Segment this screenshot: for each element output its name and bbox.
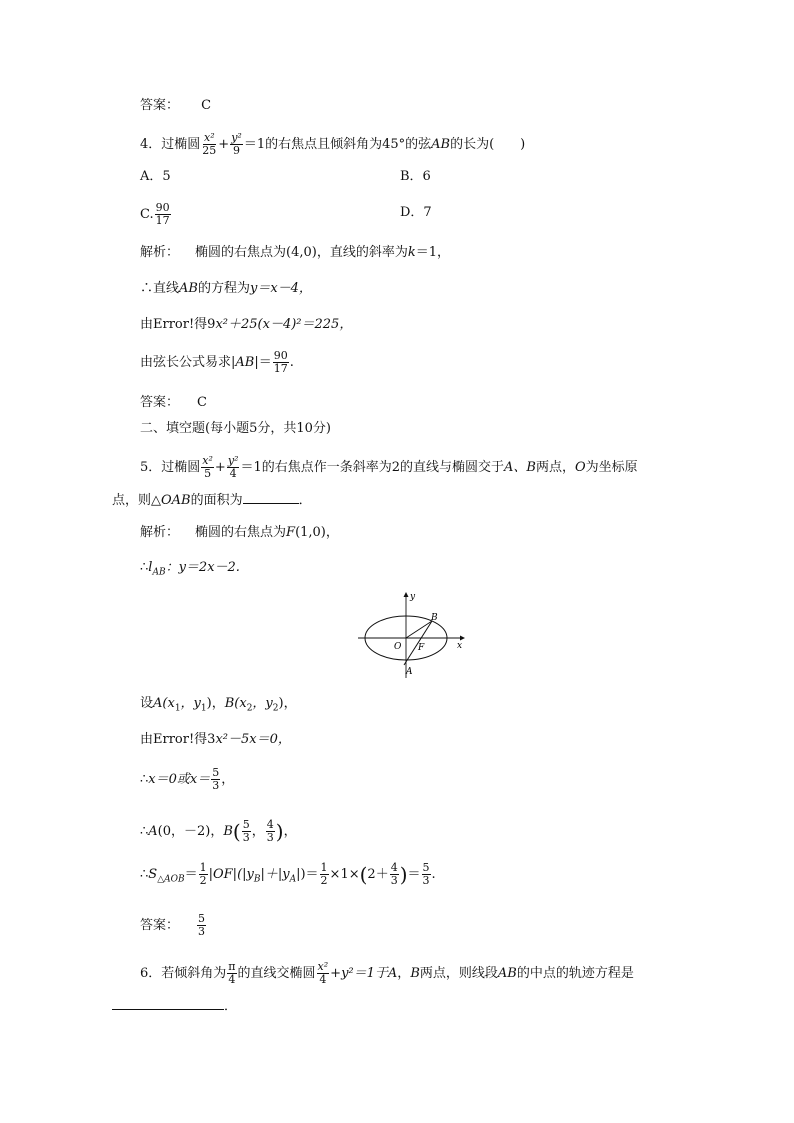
q5-analysis-line1 — [140, 524, 339, 542]
answer-label: 答案： — [140, 98, 180, 113]
analysis-text: 设 — [140, 696, 154, 711]
stem-text: ． — [298, 493, 312, 508]
fraction-5-3 — [211, 767, 220, 792]
stem-text: +y²＝1于 — [330, 966, 388, 981]
analysis-text: (0，－2)， — [157, 824, 224, 839]
analysis-var: k — [407, 245, 416, 260]
frac-num: 4 — [390, 861, 398, 874]
frac-num: 1 — [199, 861, 207, 874]
label-b: B — [431, 613, 438, 623]
fraction-1-2 — [320, 862, 329, 887]
fraction-y2-9 — [230, 132, 243, 157]
answer-blank[interactable] — [243, 503, 299, 504]
stem-text: 过椭圆 — [161, 137, 201, 152]
analysis-label: 解析： — [140, 525, 180, 540]
analysis-eq: |OF|(|y — [208, 867, 254, 882]
stem-text: 的面积为 — [190, 493, 243, 508]
analysis-text: 2＋ — [367, 867, 389, 882]
frac-num: π — [228, 960, 236, 973]
frac-den: 5 — [204, 467, 212, 480]
frac-num: 5 — [212, 766, 220, 779]
q5-x-values — [140, 767, 234, 792]
analysis-text: 椭圆的右焦点为 — [195, 525, 287, 540]
analysis-text: ＝1， — [415, 245, 451, 260]
q4-stem — [140, 132, 525, 157]
analysis-text: (x — [162, 696, 175, 711]
open-paren: ( — [232, 819, 241, 844]
analysis-eq: x＝0或 — [148, 772, 190, 787]
analysis-text: ， — [221, 772, 235, 787]
x-axis-arrow — [460, 636, 465, 641]
frac-num: x² — [203, 131, 215, 144]
analysis-var: S — [148, 867, 158, 882]
stem-text: 为坐标原 — [585, 460, 638, 475]
q5-area — [140, 862, 436, 889]
analysis-text: )， — [206, 696, 225, 711]
frac-den: 17 — [273, 362, 288, 375]
q5-stem-line2 — [112, 492, 312, 510]
analysis-text: ＝ — [407, 867, 421, 882]
label-y: y — [410, 592, 416, 602]
fraction-x2-4 — [317, 961, 330, 986]
option-label: C. — [140, 207, 154, 222]
stem-text: 过椭圆 — [161, 460, 201, 475]
label-a: A — [406, 667, 413, 677]
fraction-90-17 — [155, 202, 171, 227]
frac-den: 3 — [198, 925, 206, 938]
analysis-var: B — [224, 696, 235, 711]
close-paren: ) — [275, 819, 284, 844]
close-paren: ) — [399, 862, 408, 887]
analysis-eq: ：y＝2x－2. — [165, 560, 240, 575]
analysis-var: AB — [235, 355, 255, 370]
q4-analysis-line2 — [140, 280, 312, 298]
fraction-4-3 — [266, 819, 275, 844]
question-number: 4． — [140, 137, 162, 152]
stem-text: 的中点的轨迹方程是 — [516, 966, 634, 981]
analysis-text: ， — [283, 824, 297, 839]
frac-den: 3 — [212, 779, 220, 792]
analysis-text: . — [431, 867, 436, 882]
analysis-sub: 2 — [272, 703, 279, 714]
analysis-text: . — [289, 355, 294, 370]
q5-stem-line1 — [140, 455, 638, 480]
label-o: O — [394, 642, 402, 652]
label-f: F — [418, 643, 425, 653]
stem-var: B — [410, 966, 420, 981]
analysis-text: ＝ — [184, 867, 198, 882]
frac-num: x² — [202, 454, 213, 467]
analysis-eq: x²－5x＝0， — [215, 732, 291, 747]
q6-stem-line2 — [112, 998, 237, 1016]
frac-num: 1 — [320, 861, 328, 874]
analysis-var: F — [286, 525, 296, 540]
stem-text: ＝1的右焦点作一条斜率为2的直线与椭圆交于 — [240, 460, 504, 475]
analysis-var: l — [148, 560, 153, 575]
fraction-90-17 — [273, 350, 289, 375]
stem-text: 的长为( ) — [450, 137, 526, 152]
analysis-eq: x＝ — [189, 772, 211, 787]
q4-option-d: D．7 — [400, 205, 432, 220]
q5-set-points — [140, 695, 297, 718]
frac-num: 5 — [422, 861, 430, 874]
stem-var: AB — [431, 137, 451, 152]
question-number: 5． — [140, 460, 162, 475]
answer-label: 答案： — [140, 918, 180, 933]
section-title: 二、填空题(每小题5分，共10分) — [140, 421, 331, 436]
analysis-sub: 1 — [200, 703, 207, 714]
analysis-text: ∴ — [140, 867, 149, 882]
analysis-text: 由弦长公式易求| — [140, 355, 236, 370]
analysis-text: (1,0)， — [295, 525, 339, 540]
analysis-var: A — [148, 824, 158, 839]
analysis-text: |＝ — [254, 355, 272, 370]
frac-den: 2 — [320, 874, 328, 887]
frac-den: 4 — [229, 467, 237, 480]
frac-num: y² — [227, 454, 239, 467]
fraction-pi-4 — [227, 961, 236, 986]
q5-system — [140, 731, 291, 749]
q4-analysis-line3 — [140, 316, 352, 334]
fraction-y2-4 — [227, 455, 240, 480]
q4-option-c — [140, 202, 172, 227]
frac-num: x² — [317, 960, 329, 973]
frac-num: 5 — [198, 912, 206, 925]
stem-text: ， — [397, 966, 411, 981]
q4-option-a: A．5 — [140, 169, 171, 184]
fraction-1-2 — [199, 862, 208, 887]
frac-den: 2 — [199, 874, 207, 887]
frac-den: 4 — [228, 973, 236, 986]
q6-stem-line1 — [140, 961, 634, 986]
frac-num: 5 — [242, 818, 250, 831]
ellipse-figure — [352, 588, 470, 680]
stem-var: OAB — [161, 493, 191, 508]
segment-ob — [406, 621, 432, 638]
stem-var: AB — [497, 966, 517, 981]
q4-option-b: B．6 — [400, 169, 431, 184]
analysis-var: B — [223, 824, 233, 839]
q4-analysis-line4 — [140, 350, 294, 375]
frac-den: 3 — [390, 874, 398, 887]
analysis-text: ，y — [180, 696, 201, 711]
analysis-text: ，y — [252, 696, 273, 711]
label-x: x — [457, 641, 463, 651]
analysis-sub: B — [253, 874, 261, 885]
analysis-text: 的方程为 — [197, 281, 250, 296]
answer-label: 答案： — [140, 395, 180, 410]
y-axis-arrow — [404, 592, 409, 597]
frac-num: 4 — [266, 818, 274, 831]
frac-den: 4 — [319, 973, 327, 986]
analysis-text: ∴ — [140, 824, 149, 839]
frac-num: y² — [231, 131, 242, 144]
analysis-eq: |＋|y — [260, 867, 290, 882]
answer-value: C — [197, 395, 207, 410]
analysis-text: 由Error!得3 — [140, 732, 216, 747]
analysis-sub: AB — [152, 567, 166, 578]
q5-answer — [140, 913, 207, 938]
frac-den: 9 — [233, 144, 241, 157]
fraction-5-3 — [242, 819, 251, 844]
frac-num: 90 — [155, 201, 170, 214]
analysis-sub: △AOB — [157, 874, 185, 885]
top-answer — [140, 97, 211, 115]
q5-point-coords — [140, 819, 297, 844]
q5-line-ab — [140, 559, 240, 582]
analysis-text: ∴直线 — [140, 281, 180, 296]
q4-analysis-line1 — [140, 244, 450, 262]
analysis-sub: 2 — [246, 703, 253, 714]
fraction-5-3 — [197, 913, 206, 938]
analysis-text: ， — [251, 824, 265, 839]
stem-text: ． — [224, 999, 238, 1014]
analysis-text: |)＝ — [296, 867, 319, 882]
analysis-text: )， — [278, 696, 297, 711]
frac-den: 3 — [422, 874, 430, 887]
analysis-eq: x²＋25(x－4)²＝225， — [215, 317, 353, 332]
analysis-var: A — [153, 696, 163, 711]
stem-var: A — [387, 966, 398, 981]
answer-value: C — [201, 98, 212, 113]
answer-blank[interactable] — [112, 1009, 224, 1010]
analysis-sub: 1 — [174, 703, 181, 714]
fraction-5-3 — [422, 862, 431, 887]
stem-text: 两点， — [535, 460, 575, 475]
frac-den: 17 — [155, 214, 170, 227]
plus-sign: + — [218, 137, 230, 152]
stem-text: ＝1的右焦点且倾斜角为45°的弦 — [243, 137, 432, 152]
stem-var: O — [574, 460, 586, 475]
fraction-4-3 — [390, 862, 399, 887]
frac-den: 25 — [202, 144, 217, 157]
plus-sign: + — [214, 460, 226, 475]
analysis-label: 解析： — [140, 245, 180, 260]
fraction-x2-5 — [201, 455, 214, 480]
stem-text: 两点，则线段 — [419, 966, 498, 981]
frac-den: 3 — [266, 831, 274, 844]
analysis-text: ∴ — [140, 772, 149, 787]
frac-den: 3 — [242, 831, 250, 844]
analysis-text: ×1× — [329, 867, 360, 882]
frac-num: 90 — [273, 349, 288, 362]
open-paren: ( — [359, 862, 368, 887]
analysis-var: AB — [179, 281, 198, 296]
stem-text: 点，则△ — [112, 493, 161, 508]
analysis-text: 椭圆的右焦点为(4,0)，直线的斜率为 — [195, 245, 408, 260]
analysis-text: (x — [234, 696, 247, 711]
analysis-text: 由Error!得9 — [140, 317, 216, 332]
stem-text: 若倾斜角为 — [161, 966, 227, 981]
analysis-text: ∴ — [140, 560, 149, 575]
fraction-x2-25 — [201, 132, 217, 157]
analysis-eq: y＝x－4， — [249, 281, 312, 296]
question-number: 6． — [140, 966, 162, 981]
analysis-sub: A — [289, 874, 297, 885]
q4-answer — [140, 394, 207, 412]
stem-text: 的直线交椭圆 — [237, 966, 316, 981]
stem-var: A、B — [504, 460, 536, 475]
